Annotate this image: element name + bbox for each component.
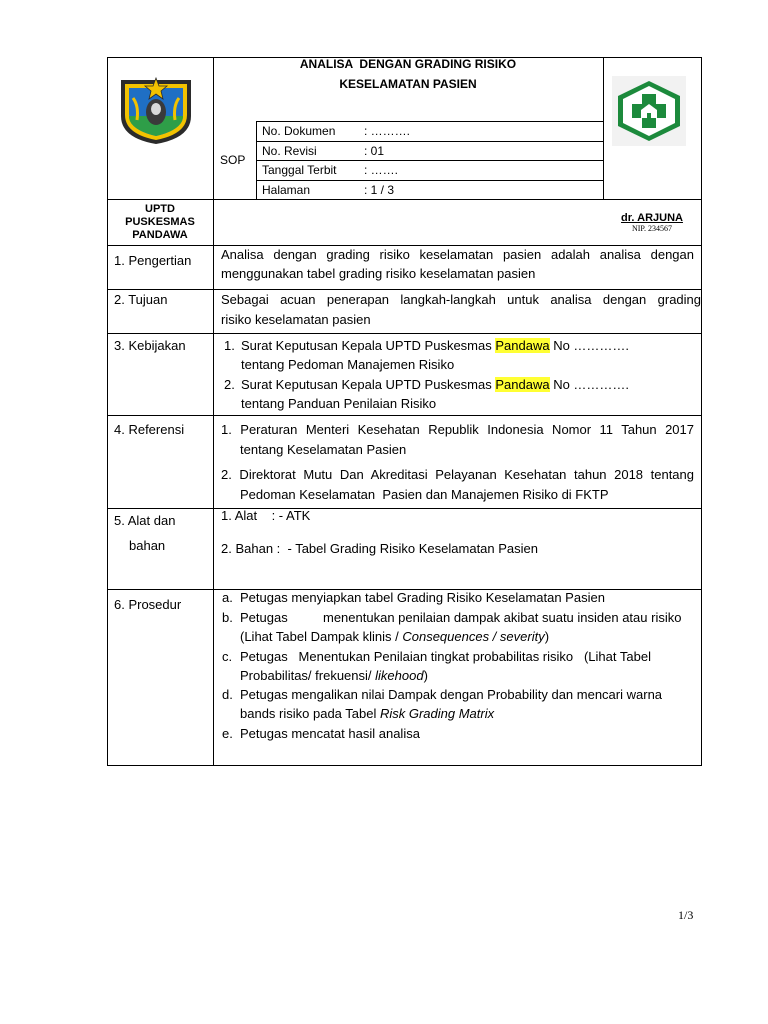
tujuan-text-line2: risiko keselamatan pasien [221,312,371,327]
prosedur-a-mark: a. [222,590,233,605]
section-label-tujuan: 2. Tujuan [114,292,168,307]
section-label-referensi: 4. Referensi [114,422,185,437]
referensi-item2-line2: Pedoman Keselamatan Pasien dan Manajemen Risiko di FKTP [240,487,609,502]
kebijakan-item1-line2: tentang Pedoman Manajemen Risiko [241,357,455,372]
org-name-line3: PANDAWA [132,229,188,241]
field-label-tanggal-terbit: Tanggal Terbit [262,163,337,177]
signer-name: dr. ARJUNA [621,212,683,224]
prosedur-e-mark: e. [222,726,233,741]
pengertian-text-line2: menggunakan tabel grading risiko keselamatan pasien [221,266,536,281]
prosedur-b-line2: (Lihat Tabel Dampak klinis / Consequences / severity) [240,629,550,644]
prosedur-b-mark: b. [222,610,233,625]
prosedur-e-text: Petugas mencatat hasil analisa [240,726,420,741]
field-value-no-dokumen: : ………. [364,124,411,138]
section-label-kebijakan: 3. Kebijakan [114,338,186,353]
field-value-halaman: : 1 / 3 [364,183,395,197]
section-label-prosedur: 6. Prosedur [114,597,182,612]
document-title-line2: KESELAMATAN PASIEN [339,77,477,91]
kebijakan-item2-line1: Surat Keputusan Kepala UPTD Puskesmas Pandawa No …………. [241,377,630,392]
section-label-alat-line1: 5. Alat dan [114,513,176,528]
prosedur-d-line1: Petugas mengalikan nilai Dampak dengan Probability dan mencari warna [240,687,663,702]
prosedur-c-line2: Probabilitas/ frekuensi/ likehood) [240,668,428,683]
regional-emblem-logo [117,76,195,146]
referensi-item1-line2: tentang Keselamatan Pasien [240,442,407,457]
document-title-line1: ANALISA DENGAN GRADING RISIKO [299,57,517,71]
puskesmas-logo [612,76,686,146]
signer-nip: NIP. 234567 [631,224,672,233]
section-label-pengertian: 1. Pengertian [114,253,192,268]
field-value-no-revisi: : 01 [364,144,385,158]
prosedur-d-line2: bands risiko pada Tabel Risk Grading Matrix [240,706,495,721]
field-label-halaman: Halaman [262,183,311,197]
prosedur-d-mark: d. [222,687,233,702]
field-label-no-revisi: No. Revisi [262,144,317,158]
org-name-line1: UPTD [145,203,175,215]
alat-item2: 2. Bahan : - Tabel Grading Risiko Keselamatan Pasien [221,541,538,556]
org-name-line2: PUSKESMAS [125,216,195,228]
kebijakan-item2-number: 2. [224,377,235,392]
kebijakan-item2-line2: tentang Panduan Penilaian Risiko [241,396,437,411]
tujuan-text-line1: Sebagai acuan penerapan langkah-langkah untuk analisa dengan grading [221,292,701,307]
prosedur-c-line1: Petugas Menentukan Penilaian tingkat probabilitas risiko (Lihat Tabel [240,649,651,664]
referensi-item2-line1: 2. Direktorat Mutu Dan Akreditasi Pelayanan Kesehatan tahun 2018 tentang [221,467,694,482]
kebijakan-item1-number: 1. [224,338,235,353]
page-number: 1/3 [678,908,694,922]
sop-label: SOP [220,153,246,167]
highlight-pandawa: Pandawa [495,377,550,392]
prosedur-a-text: Petugas menyiapkan tabel Grading Risiko Keselamatan Pasien [240,590,605,605]
section-label-alat-line2: bahan [129,538,166,553]
prosedur-c-mark: c. [222,649,233,664]
pengertian-text-line1: Analisa dengan grading risiko keselamatan pasien adalah analisa dengan [221,247,694,262]
highlight-pandawa: Pandawa [495,338,550,353]
alat-item1: 1. Alat : - ATK [221,508,311,523]
field-value-tanggal-terbit: : ……. [364,163,399,177]
referensi-item1-line1: 1. Peraturan Menteri Kesehatan Republik Indonesia Nomor 11 Tahun 2017 [221,422,694,437]
prosedur-b-text: menentukan penilaian dampak akibat suatu insiden atau risiko [323,610,682,625]
prosedur-b-word: Petugas [240,610,288,625]
field-label-no-dokumen: No. Dokumen [262,124,336,138]
kebijakan-item1-line1: Surat Keputusan Kepala UPTD Puskesmas Pandawa No …………. [241,338,630,353]
